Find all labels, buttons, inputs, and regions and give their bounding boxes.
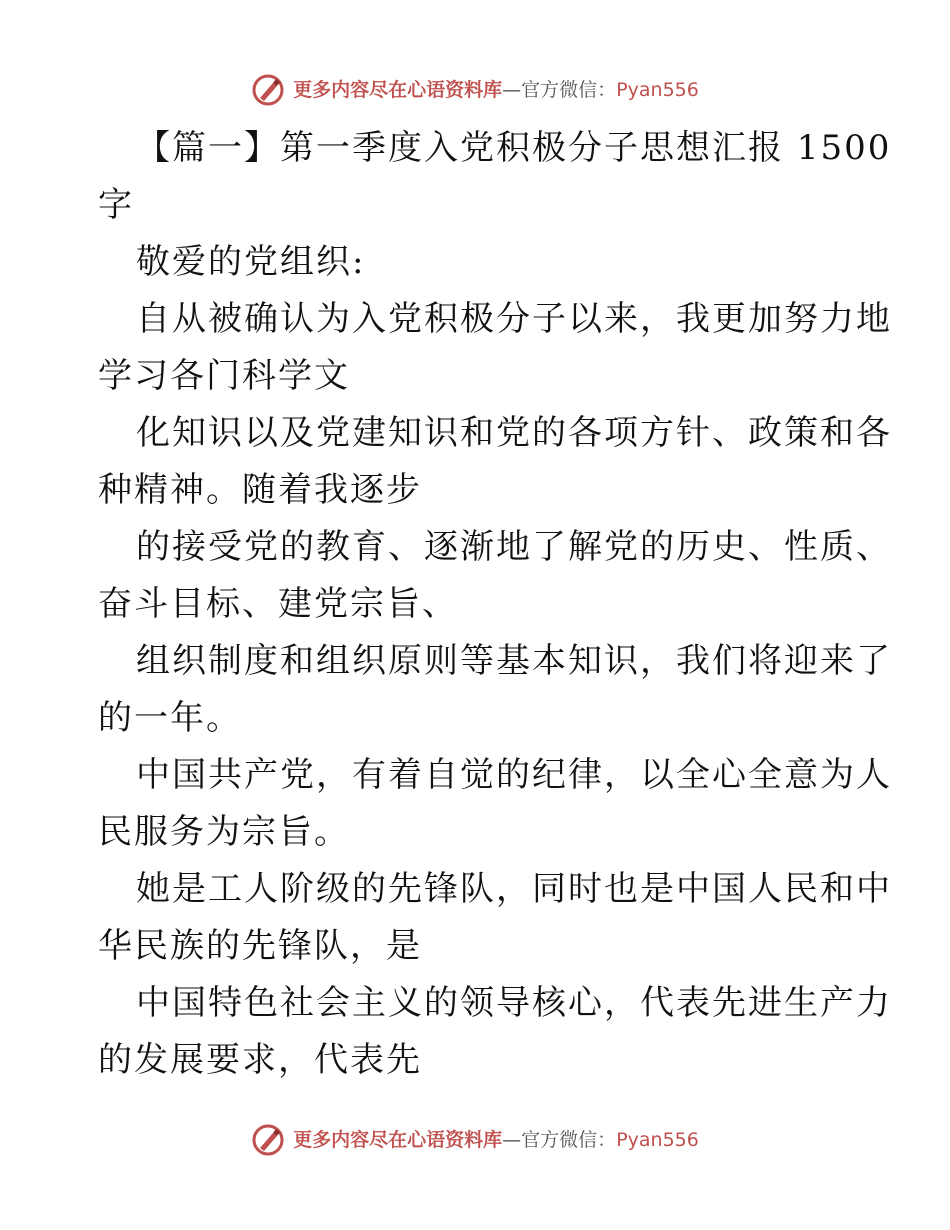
- paragraph-line: 自从被确认为入党积极分子以来，我更加努力地: [136, 299, 892, 339]
- header-dash: —: [502, 78, 522, 101]
- footer-site-text: 更多内容尽在心语资料库: [293, 1128, 503, 1151]
- paragraph-line: 民服务为宗旨。: [98, 812, 350, 852]
- footer-wechat-label: 官方微信：: [521, 1128, 617, 1151]
- paragraph-line: 种精神。随着我逐步: [98, 470, 422, 510]
- document-body: [98, 120, 892, 1089]
- footer-dash: —: [502, 1128, 522, 1151]
- footer-banner: [0, 1120, 950, 1160]
- document-salutation: 敬爱的党组织:: [136, 242, 366, 282]
- paragraph-line: 组织制度和组织原则等基本知识，我们将迎来了: [136, 641, 892, 681]
- paragraph-line: 中国特色社会主义的领导核心，代表先进生产力: [136, 983, 892, 1023]
- paragraph-line: 中国共产党，有着自觉的纪律，以全心全意为人: [136, 755, 892, 795]
- paragraph-line: 化知识以及党建知识和党的各项方针、政策和各: [136, 413, 892, 453]
- paragraph-line: 的一年。: [98, 698, 242, 738]
- footer-banner-text: [293, 1128, 699, 1151]
- header-wechat-id: Pyan556: [616, 78, 699, 101]
- header-wechat-label: 官方微信：: [521, 78, 617, 101]
- pen-circle-logo-icon: [251, 1123, 285, 1157]
- header-site-text: 更多内容尽在心语资料库: [293, 78, 503, 101]
- paragraph-line: 的发展要求，代表先: [98, 1040, 422, 1080]
- paragraph-line: 华民族的先锋队，是: [98, 926, 422, 966]
- header-banner: [0, 70, 950, 110]
- paragraph-line: 奋斗目标、建党宗旨、: [98, 584, 458, 624]
- paragraph-line: 的接受党的教育、逐渐地了解党的历史、性质、: [136, 527, 892, 567]
- pen-circle-logo-icon: [251, 73, 285, 107]
- document-title-line2: 字: [98, 185, 134, 225]
- header-banner-text: [293, 78, 699, 101]
- document-title-line1: 【篇一】第一季度入党积极分子思想汇报 1500: [136, 128, 892, 168]
- paragraph-line: 她是工人阶级的先锋队，同时也是中国人民和中: [136, 869, 892, 909]
- paragraph-line: 学习各门科学文: [98, 356, 350, 396]
- footer-wechat-id: Pyan556: [616, 1128, 699, 1151]
